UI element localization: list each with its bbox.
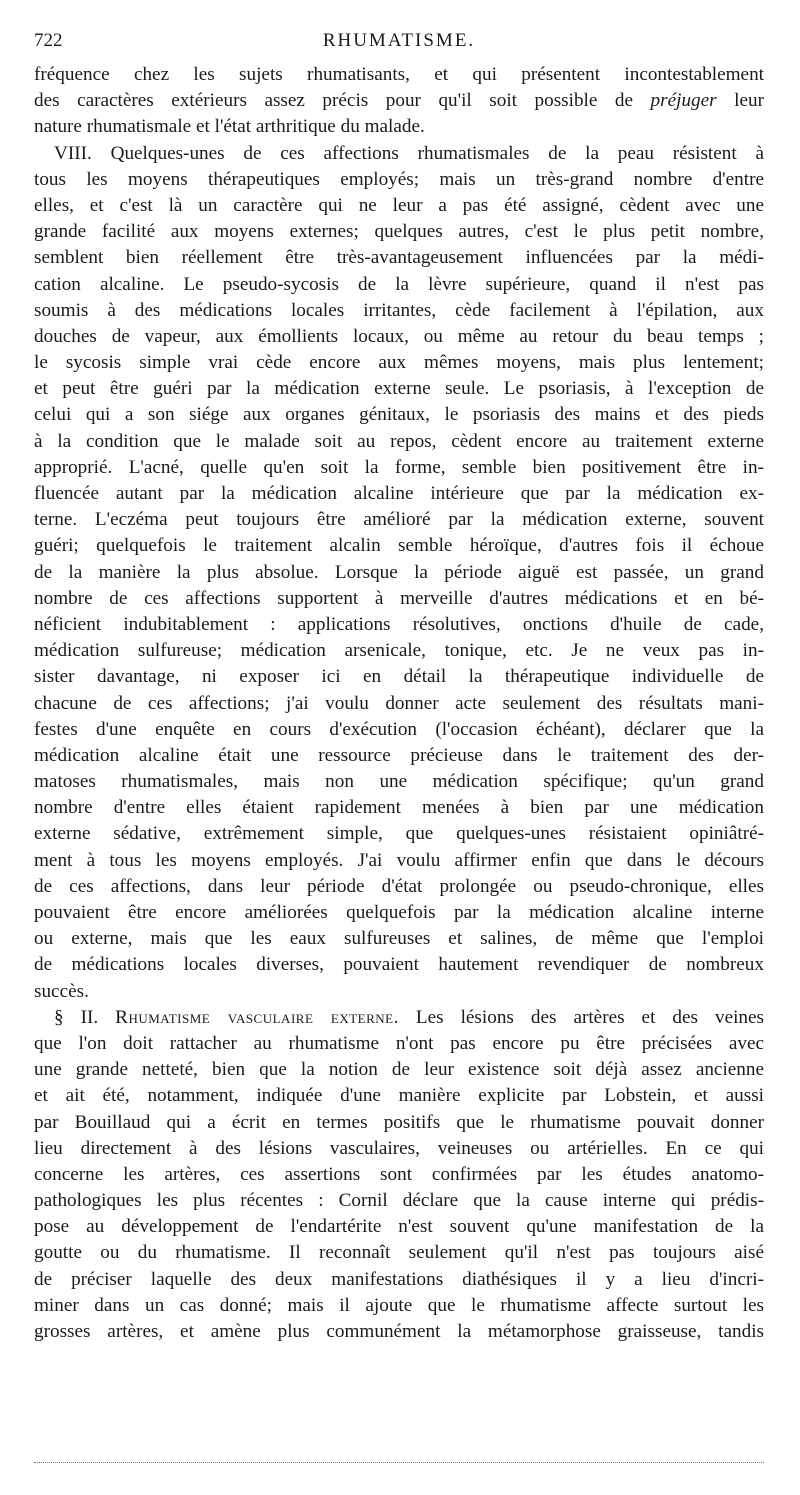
text-line: cation alcaline. Le pseudo-sycosis de la lèvre supérieure, quand il n'est pas (34, 273, 764, 295)
text-line: de médications locales diverses, pouvaient hautement revendiquer de nombreux (34, 954, 764, 976)
text-line: chacune de ces affections; j'ai voulu donner acte seulement des résultats mani- (34, 692, 764, 714)
text-line: festes d'une enquête en cours d'exécution (l'occasion échéant), déclarer que la (34, 718, 764, 740)
text-line: grande facilité aux moyens externes; quelques autres, c'est le plus petit nombre, (34, 221, 764, 243)
text-line: miner dans un cas donné; mais il ajoute que le rhumatisme affecte surtout les (34, 1294, 764, 1316)
text-line: une grande netteté, bien que la notion de leur existence soit déjà assez ancienne (34, 1059, 764, 1081)
text-line: que l'on doit rattacher au rhumatisme n'ont pas encore pu être précisées avec (34, 1032, 764, 1054)
text-line: douches de vapeur, aux émollients locaux, ou même au retour du beau temps ; (34, 325, 764, 347)
running-head (34, 30, 764, 58)
text-line: médication alcaline était une ressource précieuse dans le traitement des der- (34, 744, 764, 766)
text-line: goutte ou du rhumatisme. Il reconnaît seulement qu'il n'est pas toujours aisé (34, 1242, 764, 1264)
text-line: néficient indubitablement : applications résolutives, onctions d'huile de cade, (34, 613, 764, 635)
running-title: RHUMATISME. (322, 30, 476, 51)
text-line: ou externe, mais que les eaux sulfureuses et salines, de même que l'emploi (34, 928, 764, 950)
text-line: le sycosis simple vrai cède encore aux mêmes moyens, mais plus lentement; (34, 352, 764, 374)
text-line: nombre de ces affections supportent à merveille d'autres médications et en bé- (34, 587, 764, 609)
text-line: et ait été, notamment, indiquée d'une manière explicite par Lobstein, et aussi (34, 1085, 764, 1107)
text-line: guéri; quelquefois le traitement alcalin semble héroïque, d'autres fois il échoue (34, 535, 764, 557)
text-line: soumis à des médications locales irritantes, cède facilement à l'épilation, aux (34, 299, 764, 321)
text-line: fréquence chez les sujets rhumatisants, et qui présentent incontestablement (34, 64, 764, 85)
text-fragment: Les lésions des artères et des veines (398, 1006, 764, 1028)
paragraph-3 (34, 1005, 764, 1345)
text-line: externe sédative, extrêmement simple, que quelques-unes résistaient opiniâtré- (34, 823, 764, 845)
text-line (34, 88, 764, 114)
book-page (34, 30, 764, 1345)
section-mark: § II. (54, 1006, 116, 1028)
text-line: pouvaient être encore améliorées quelquefois par la médication alcaline interne (34, 902, 764, 923)
section-title: Rhumatisme vasculaire externe. (115, 1006, 399, 1028)
text-line: sister davantage, ni exposer ici en détail la thérapeutique individuelle de (34, 666, 764, 688)
text-line: nombre d'entre elles étaient rapidement menées à bien par une médication (34, 797, 764, 819)
text-fragment: leur (716, 90, 764, 112)
text-line: concerne les artères, ces assertions sont confirmées par les études anatomo- (34, 1163, 764, 1185)
text-line: elles, et c'est là un caractère qui ne leur a pas été assigné, cèdent avec une (34, 194, 764, 216)
text-line: nature rhumatismale et l'état arthritique du malade. (34, 116, 425, 138)
text-line: approprié. L'acné, quelle qu'en soit la forme, semble bien positivement être in- (34, 456, 764, 478)
text-line: VIII. Quelques-unes de ces affections rhumatismales de la peau résistent à (54, 142, 764, 164)
footer-rule (34, 1462, 764, 1463)
text-line: de ces affections, dans leur période d'état prolongée ou pseudo-chronique, elles (34, 875, 764, 897)
text-line: ment à tous les moyens employés. J'ai voulu affirmer enfin que dans le décours (34, 849, 764, 871)
text-line: fluencée autant par la médication alcaline intérieure que par la médication ex- (34, 483, 764, 504)
text-line: celui qui a son siége aux organes génitaux, le psoriasis des mains et des pieds (34, 404, 764, 426)
text-line: semblent bien réellement être très-avantageusement influencées par la médi- (34, 247, 764, 269)
text-line: et peut être guéri par la médication externe seule. Le psoriasis, à l'exception de (34, 378, 764, 400)
text-line: lieu directement à des lésions vasculaires, veineuses ou artérielles. En ce qui (34, 1137, 764, 1159)
page-number: 722 (34, 30, 63, 51)
text-line: par Bouillaud qui a écrit en termes positifs que le rhumatisme pouvait donner (34, 1111, 764, 1133)
text-line: grosses artères, et amène plus communément la métamorphose graisseuse, tandis (34, 1321, 764, 1342)
text-line: médication sulfureuse; médication arsenicale, tonique, etc. Je ne veux pas in- (34, 640, 764, 662)
paragraph-1 (34, 62, 764, 141)
text-line: matoses rhumatismales, mais non une médication spécifique; qu'un grand (34, 771, 764, 793)
text-line: pathologiques les plus récentes : Cornil déclare que la cause interne qui prédis- (34, 1190, 764, 1212)
text-line: pose au développement de l'endartérite n'est souvent qu'une manifestation de la (34, 1216, 764, 1238)
section-heading-line (34, 1005, 764, 1031)
text-line: terne. L'eczéma peut toujours être amélioré par la médication externe, souvent (34, 509, 764, 531)
text-line: à la condition que le malade soit au repos, cèdent encore au traitement externe (34, 430, 764, 452)
text-line: tous les moyens thérapeutiques employés; mais un très-grand nombre d'entre (34, 168, 764, 190)
text-line: de préciser laquelle des deux manifestations diathésiques il y a lieu d'incri- (34, 1268, 764, 1290)
paragraph-3-body (34, 1031, 764, 1345)
emphasis: préjuger (650, 90, 717, 112)
text-line: succès. (34, 980, 89, 1002)
text-fragment: des caractères extérieurs assez précis pour qu'il soit possible de (34, 90, 651, 112)
body-text (34, 62, 764, 1345)
paragraph-2 (34, 141, 764, 1005)
text-line: de la manière la plus absolue. Lorsque la période aiguë est passée, un grand (34, 561, 764, 583)
